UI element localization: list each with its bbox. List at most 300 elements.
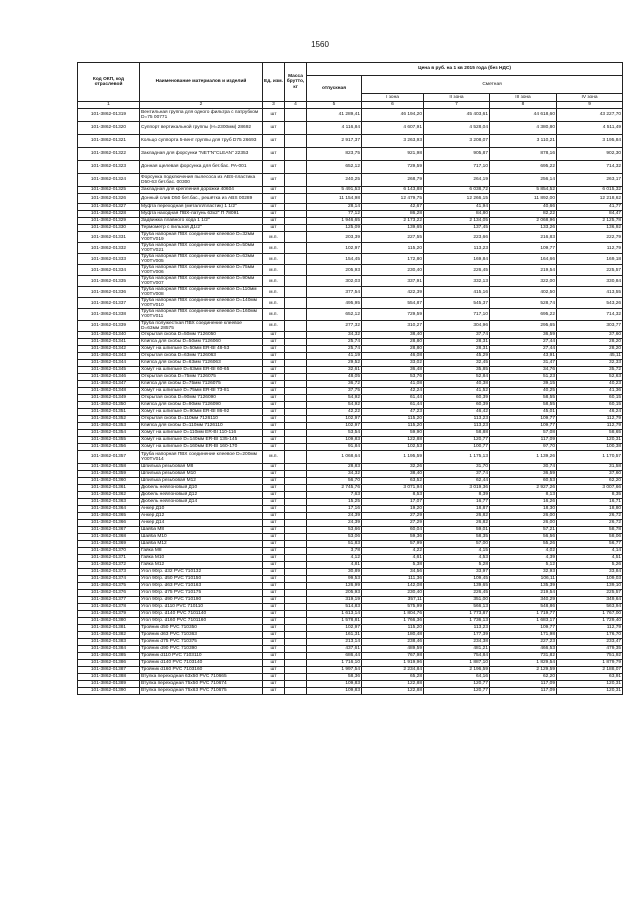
cell-price-sales: 37,75 <box>307 387 362 394</box>
cell-price-zone-3: 466,53 <box>490 645 557 652</box>
cell-price-zone-4: 37,60 <box>557 331 623 338</box>
cell-mass <box>285 109 307 122</box>
cell-code: 101-3862-01379 <box>78 610 140 617</box>
cell-mass <box>285 450 307 463</box>
cell-price-sales: 53,66 <box>307 526 362 533</box>
cell-price-zone-2: 4 528,04 <box>424 122 490 135</box>
cell-mass <box>285 484 307 491</box>
cell-price-zone-3: 26,00 <box>490 519 557 526</box>
cell-mass <box>285 394 307 401</box>
cell-price-sales: 29,52 <box>307 359 362 366</box>
cell-code: 101-3862-01345 <box>78 366 140 373</box>
cell-price-zone-3: 40,66 <box>490 204 557 211</box>
cell-price-zone-2: 905,87 <box>424 148 490 161</box>
cell-unit: м.п. <box>263 276 285 287</box>
cell-unit: шт <box>263 575 285 582</box>
cell-name: Тройник d160 PVC 7103160 <box>140 666 263 673</box>
col-number: 2 <box>140 102 263 109</box>
cell-price-sales: 15,25 <box>307 498 362 505</box>
cell-price-zone-2: 109,45 <box>424 575 490 582</box>
cell-price-zone-4: 563,94 <box>557 603 623 610</box>
cell-price-zone-3: 58,55 <box>490 401 557 408</box>
cell-price-zone-4: 60,15 <box>557 394 623 401</box>
table-row <box>78 540 623 547</box>
table-row <box>78 596 623 603</box>
cell-price-sales: 54,92 <box>307 401 362 408</box>
cell-price-zone-3: 56,56 <box>490 533 557 540</box>
table-row <box>78 652 623 659</box>
cell-price-zone-3: 5 854,52 <box>490 187 557 194</box>
cell-unit: шт <box>263 512 285 519</box>
header-price-title: Цена в руб. на 1 кв 2015 года (без НДС) <box>307 63 623 76</box>
cell-price-zone-3: 32,93 <box>490 568 557 575</box>
cell-price-zone-2: 351,00 <box>424 596 490 603</box>
cell-price-zone-1: 36,48 <box>362 366 424 373</box>
cell-price-zone-1: 65,28 <box>362 673 424 680</box>
header-code: Код ОКП, код отраслевой <box>78 63 140 102</box>
cell-price-zone-2: 3 208,07 <box>424 135 490 148</box>
cell-price-zone-2: 223,66 <box>424 232 490 243</box>
cell-price-zone-4: 5,26 <box>557 561 623 568</box>
cell-price-zone-4: 2 188,07 <box>557 666 623 673</box>
cell-price-zone-4: 26,72 <box>557 512 623 519</box>
cell-name: Хомут на шпильке D=110мм ER-BI 110-116 <box>140 429 263 436</box>
cell-mass <box>285 477 307 484</box>
cell-price-zone-1: 2 173,22 <box>362 218 424 225</box>
cell-price-sales: 53,54 <box>307 429 362 436</box>
cell-price-sales: 5 491,53 <box>307 187 362 194</box>
cell-unit: шт <box>263 359 285 366</box>
cell-price-zone-4: 2 125,78 <box>557 218 623 225</box>
cell-code: 101-3862-01356 <box>78 443 140 450</box>
cell-unit: м.п. <box>263 232 285 243</box>
cell-price-sales: 42,22 <box>307 408 362 415</box>
cell-code: 101-3862-01365 <box>78 512 140 519</box>
col-number: 5 <box>307 102 362 109</box>
cell-unit: м.п. <box>263 265 285 276</box>
cell-mass <box>285 194 307 204</box>
cell-price-zone-3: 548,86 <box>490 603 557 610</box>
cell-name: Труба напорная ПВХ соединение клеевое D=140мм Y00TV010 <box>140 298 263 309</box>
cell-unit: шт <box>263 387 285 394</box>
cell-price-zone-4: 169,18 <box>557 254 623 265</box>
cell-name: Тройник d110 PVC 7103110 <box>140 652 263 659</box>
cell-name: Гайка М12 <box>140 561 263 568</box>
cell-unit: шт <box>263 603 285 610</box>
cell-price-sales: 277,32 <box>307 320 362 331</box>
cell-price-zone-4: 120,31 <box>557 687 623 694</box>
cell-mass <box>285 298 307 309</box>
cell-mass <box>285 243 307 254</box>
cell-price-zone-1: 32,26 <box>362 463 424 470</box>
cell-price-zone-3: 62,20 <box>490 673 557 680</box>
cell-price-zone-1: 111,36 <box>362 575 424 582</box>
cell-price-zone-4: 543,26 <box>557 298 623 309</box>
cell-price-sales: 4,12 <box>307 554 362 561</box>
cell-price-zone-2: 59,01 <box>424 526 490 533</box>
cell-mass <box>285 320 307 331</box>
cell-mass <box>285 338 307 345</box>
header-sales: отпускная <box>307 76 362 102</box>
cell-price-zone-2: 12 266,15 <box>424 194 490 204</box>
cell-price-zone-3: 82,22 <box>490 211 557 218</box>
cell-unit: шт <box>263 187 285 194</box>
cell-price-zone-3: 340,29 <box>490 596 557 603</box>
cell-price-zone-1: 115,20 <box>362 422 424 429</box>
cell-code: 101-3862-01322 <box>78 148 140 161</box>
cell-price-zone-4: 109,03 <box>557 575 623 582</box>
cell-price-zone-3: 216,83 <box>490 232 557 243</box>
cell-code: 101-3862-01380 <box>78 617 140 624</box>
cell-price-zone-4: 225,57 <box>557 265 623 276</box>
cell-price-zone-3: 4 380,80 <box>490 122 557 135</box>
cell-mass <box>285 652 307 659</box>
cell-price-zone-2: 304,96 <box>424 320 490 331</box>
cell-price-zone-1: 19,20 <box>362 505 424 512</box>
table-row <box>78 519 623 526</box>
cell-code: 101-3862-01351 <box>78 408 140 415</box>
cell-price-zone-1: 59,90 <box>362 429 424 436</box>
cell-price-zone-4: 263,17 <box>557 174 623 187</box>
cell-name: Тройник d63 PVC 710363 <box>140 631 263 638</box>
cell-price-zone-3: 109,77 <box>490 422 557 429</box>
cell-mass <box>285 463 307 470</box>
cell-price-zone-1: 337,91 <box>362 276 424 287</box>
cell-mass <box>285 422 307 429</box>
cell-price-zone-2: 1 175,13 <box>424 450 490 463</box>
cell-name: Труба напорная ПВХ соединение клеевое D=32мм Y00TV019 <box>140 232 263 243</box>
cell-price-sales: 34,32 <box>307 331 362 338</box>
cell-unit: шт <box>263 617 285 624</box>
cell-price-zone-2: 5,28 <box>424 561 490 568</box>
cell-name: Труба полужесткая ПВХ соединение клеевое D=63мм 28575 <box>140 320 263 331</box>
cell-price-sales: 28,83 <box>307 463 362 470</box>
cell-code: 101-3862-01383 <box>78 638 140 645</box>
cell-name: Хомут на шпильке D=75мм ER-BI 73-81 <box>140 387 263 394</box>
cell-name: Шпилька резьбовая М10 <box>140 470 263 477</box>
cell-price-zone-1: 6 143,88 <box>362 187 424 194</box>
cell-price-zone-4: 112,79 <box>557 422 623 429</box>
cell-code: 101-3862-01372 <box>78 561 140 568</box>
cell-mass <box>285 161 307 174</box>
cell-price-sales: 102,97 <box>307 624 362 631</box>
cell-mass <box>285 610 307 617</box>
table-row <box>78 422 623 429</box>
cell-price-zone-1: 46,08 <box>362 352 424 359</box>
cell-price-zone-4: 40,23 <box>557 380 623 387</box>
cell-price-zone-1: 57,99 <box>362 540 424 547</box>
cell-price-sales: 161,31 <box>307 631 362 638</box>
cell-price-zone-4: 112,79 <box>557 243 623 254</box>
header-unit: Ед. изм. <box>263 63 285 102</box>
table-row <box>78 161 623 174</box>
cell-code: 101-3862-01337 <box>78 298 140 309</box>
cell-price-zone-1: 38,40 <box>362 331 424 338</box>
cell-price-zone-1: 61,44 <box>362 394 424 401</box>
cell-price-zone-4: 56,77 <box>557 540 623 547</box>
cell-code: 101-3862-01362 <box>78 491 140 498</box>
cell-price-zone-1: 357,11 <box>362 596 424 603</box>
cell-price-sales: 41 289,41 <box>307 109 362 122</box>
cell-price-zone-1: 122,88 <box>362 687 424 694</box>
cell-mass <box>285 491 307 498</box>
header-zone-2: II зона <box>424 94 490 102</box>
cell-price-zone-3: 57,21 <box>490 526 557 533</box>
cell-price-zone-4: 8,35 <box>557 491 623 498</box>
cell-unit: шт <box>263 638 285 645</box>
cell-price-sales: 823,75 <box>307 148 362 161</box>
cell-mass <box>285 366 307 373</box>
cell-code: 101-3862-01374 <box>78 575 140 582</box>
cell-unit: шт <box>263 148 285 161</box>
cell-mass <box>285 568 307 575</box>
cell-price-zone-4: 32,33 <box>557 359 623 366</box>
cell-price-sales: 7,63 <box>307 491 362 498</box>
cell-price-zone-3: 1 719,77 <box>490 610 557 617</box>
table-row <box>78 491 623 498</box>
cell-price-sales: 302,03 <box>307 276 362 287</box>
cell-price-zone-3: 164,66 <box>490 254 557 265</box>
cell-mass <box>285 225 307 232</box>
cell-unit: шт <box>263 533 285 540</box>
cell-code: 101-3862-01319 <box>78 109 140 122</box>
cell-unit: шт <box>263 610 285 617</box>
cell-price-zone-4: 58,06 <box>557 533 623 540</box>
cell-price-zone-4: 330,84 <box>557 276 623 287</box>
cell-mass <box>285 687 307 694</box>
cell-unit: шт <box>263 596 285 603</box>
cell-name: Угол 90гр. d160 PVC 7101160 <box>140 617 263 624</box>
cell-price-zone-3: 51,23 <box>490 373 557 380</box>
cell-price-zone-1: 46 194,20 <box>362 109 424 122</box>
cell-price-zone-2: 264,19 <box>424 174 490 187</box>
cell-price-zone-4: 1 879,79 <box>557 659 623 666</box>
cell-price-zone-4: 112,79 <box>557 624 623 631</box>
cell-price-zone-2: 60,39 <box>424 401 490 408</box>
cell-name: Труба напорная ПВХ соединение клеевое D=200мм Y00TV014 <box>140 450 263 463</box>
cell-price-zone-2: 52,84 <box>424 373 490 380</box>
cell-mass <box>285 575 307 582</box>
cell-price-sales: 51,83 <box>307 540 362 547</box>
cell-name: Втулка переходная 75х50 PVC 710674 <box>140 680 263 687</box>
cell-name: Хомут на шпильке D=90мм ER-BI 86-92 <box>140 408 263 415</box>
cell-price-zone-2: 100,77 <box>424 443 490 450</box>
cell-unit: шт <box>263 109 285 122</box>
cell-price-zone-3: 133,26 <box>490 225 557 232</box>
cell-price-zone-3: 171,98 <box>490 631 557 638</box>
cell-mass <box>285 512 307 519</box>
cell-price-zone-4: 35,72 <box>557 366 623 373</box>
cell-price-zone-1: 310,27 <box>362 320 424 331</box>
cell-price-sales: 11 154,98 <box>307 194 362 204</box>
header-name: Наименование материалов и изделий <box>140 63 263 102</box>
cell-price-zone-1: 53,76 <box>362 373 424 380</box>
cell-name: Тройник d90 PVC 710390 <box>140 645 263 652</box>
page-number: 1560 <box>311 40 329 49</box>
cell-price-zone-3: 695,22 <box>490 161 557 174</box>
table-row <box>78 659 623 666</box>
cell-price-zone-4: 714,32 <box>557 161 623 174</box>
cell-unit: шт <box>263 498 285 505</box>
table-row <box>78 568 623 575</box>
cell-name: Тройник d75 PVC 710375 <box>140 638 263 645</box>
cell-mass <box>285 603 307 610</box>
cell-unit: шт <box>263 477 285 484</box>
table-row <box>78 174 623 187</box>
cell-price-zone-4: 58,78 <box>557 526 623 533</box>
table-row <box>78 603 623 610</box>
cell-code: 101-3862-01346 <box>78 373 140 380</box>
cell-price-zone-4: 16,71 <box>557 498 623 505</box>
cell-price-sales: 1 946,65 <box>307 218 362 225</box>
cell-price-sales: 30,89 <box>307 568 362 575</box>
cell-code: 101-3862-01326 <box>78 194 140 204</box>
cell-price-zone-3: 97,70 <box>490 443 557 450</box>
cell-name: Задвижка плавного хода 1 1/2" <box>140 218 263 225</box>
cell-price-zone-4: 37,60 <box>557 470 623 477</box>
cell-price-zone-2: 35,85 <box>424 366 490 373</box>
cell-mass <box>285 436 307 443</box>
cell-price-zone-3: 402,50 <box>490 287 557 298</box>
cell-price-zone-1: 34,56 <box>362 568 424 575</box>
cell-unit: шт <box>263 673 285 680</box>
cell-price-zone-3: 256,14 <box>490 174 557 187</box>
cell-price-zone-2: 64,16 <box>424 673 490 680</box>
cell-price-sales: 437,61 <box>307 645 362 652</box>
cell-price-zone-3: 135,39 <box>490 582 557 589</box>
cell-price-zone-3: 109,77 <box>490 415 557 422</box>
cell-mass <box>285 505 307 512</box>
cell-price-sales: 686,44 <box>307 652 362 659</box>
cell-code: 101-3862-01388 <box>78 673 140 680</box>
cell-price-zone-2: 332,13 <box>424 276 490 287</box>
cell-price-zone-1: 4 607,91 <box>362 122 424 135</box>
table-row <box>78 547 623 554</box>
cell-unit: шт <box>263 666 285 673</box>
cell-price-zone-2: 545,37 <box>424 298 490 309</box>
cell-code: 101-3862-01321 <box>78 135 140 148</box>
cell-name: Шпилька резьбовая М8 <box>140 463 263 470</box>
cell-unit: шт <box>263 225 285 232</box>
cell-price-zone-2: 113,23 <box>424 415 490 422</box>
table-row <box>78 352 623 359</box>
cell-price-zone-2: 566,13 <box>424 603 490 610</box>
cell-unit: шт <box>263 659 285 666</box>
table-row <box>78 512 623 519</box>
cell-unit: м.п. <box>263 309 285 320</box>
cell-code: 101-3862-01371 <box>78 554 140 561</box>
cell-code: 101-3862-01349 <box>78 394 140 401</box>
cell-price-zone-1: 767,98 <box>362 652 424 659</box>
cell-unit: шт <box>263 582 285 589</box>
cell-name: Труба напорная ПВХ соединение клеевое D=110мм Y00TV008 <box>140 287 263 298</box>
table-row <box>78 218 623 225</box>
table-row <box>78 617 623 624</box>
table-row <box>78 554 623 561</box>
cell-name: Анкер Д10 <box>140 505 263 512</box>
table-header <box>78 63 623 109</box>
cell-price-zone-1: 238,46 <box>362 638 424 645</box>
cell-mass <box>285 380 307 387</box>
cell-mass <box>285 533 307 540</box>
table-row <box>78 380 623 387</box>
cell-price-sales: 126,99 <box>307 582 362 589</box>
col-number: 8 <box>490 102 557 109</box>
cell-price-zone-1: 42,24 <box>362 387 424 394</box>
cell-code: 101-3862-01339 <box>78 320 140 331</box>
cell-price-zone-4: 751,92 <box>557 652 623 659</box>
cell-price-sales: 24,39 <box>307 512 362 519</box>
cell-price-zone-4: 100,38 <box>557 443 623 450</box>
cell-mass <box>285 352 307 359</box>
table-row <box>78 276 623 287</box>
cell-unit: шт <box>263 394 285 401</box>
cell-code: 101-3862-01355 <box>78 436 140 443</box>
cell-mass <box>285 408 307 415</box>
cell-code: 101-3862-01342 <box>78 345 140 352</box>
cell-price-zone-2: 33,97 <box>424 568 490 575</box>
table-row <box>78 443 623 450</box>
table-row <box>78 287 623 298</box>
cell-code: 101-3862-01335 <box>78 276 140 287</box>
cell-price-sales: 53,06 <box>307 533 362 540</box>
cell-price-zone-3: 30,74 <box>490 463 557 470</box>
cell-price-sales: 77,12 <box>307 211 362 218</box>
cell-price-zone-3: 4,39 <box>490 554 557 561</box>
cell-price-zone-1: 554,87 <box>362 298 424 309</box>
table-row <box>78 415 623 422</box>
cell-code: 101-3862-01367 <box>78 526 140 533</box>
cell-price-zone-3: 109,77 <box>490 243 557 254</box>
cell-name: Открытая скоба D=63мм 7126063 <box>140 352 263 359</box>
cell-code: 101-3862-01324 <box>78 174 140 187</box>
cell-price-zone-1: 4,61 <box>362 554 424 561</box>
cell-price-zone-4: 45,11 <box>557 352 623 359</box>
cell-mass <box>285 589 307 596</box>
cell-name: Тройник d50 PVC 710350 <box>140 624 263 631</box>
cell-price-zone-2: 37,74 <box>424 331 490 338</box>
cell-price-zone-1: 921,98 <box>362 148 424 161</box>
cell-name: Закладная для форсунки "NET'N"CLEAN" 22353 <box>140 148 263 161</box>
cell-price-zone-1: 268,79 <box>362 174 424 187</box>
cell-code: 101-3862-01382 <box>78 631 140 638</box>
cell-price-zone-3: 117,09 <box>490 687 557 694</box>
cell-code: 101-3862-01377 <box>78 596 140 603</box>
cell-price-zone-3: 322,00 <box>490 276 557 287</box>
cell-price-zone-3: 39,15 <box>490 380 557 387</box>
table-row <box>78 148 623 161</box>
cell-mass <box>285 638 307 645</box>
cell-price-sales: 34,32 <box>307 470 362 477</box>
cell-price-zone-3: 26,00 <box>490 512 557 519</box>
cell-price-sales: 4,81 <box>307 561 362 568</box>
table-row <box>78 450 623 463</box>
table-row <box>78 331 623 338</box>
cell-price-zone-3: 1 139,26 <box>490 450 557 463</box>
cell-mass <box>285 415 307 422</box>
cell-price-zone-1: 1 804,76 <box>362 610 424 617</box>
cell-price-zone-3: 1 683,17 <box>490 617 557 624</box>
cell-mass <box>285 673 307 680</box>
cell-unit: м.п. <box>263 450 285 463</box>
cell-price-zone-4: 52,63 <box>557 373 623 380</box>
cell-price-zone-1: 28,80 <box>362 338 424 345</box>
cell-price-zone-1: 41,08 <box>362 380 424 387</box>
cell-mass <box>285 331 307 338</box>
cell-price-zone-1: 227,55 <box>362 232 424 243</box>
cell-price-zone-2: 120,77 <box>424 436 490 443</box>
cell-price-zone-4: 6 015,32 <box>557 187 623 194</box>
